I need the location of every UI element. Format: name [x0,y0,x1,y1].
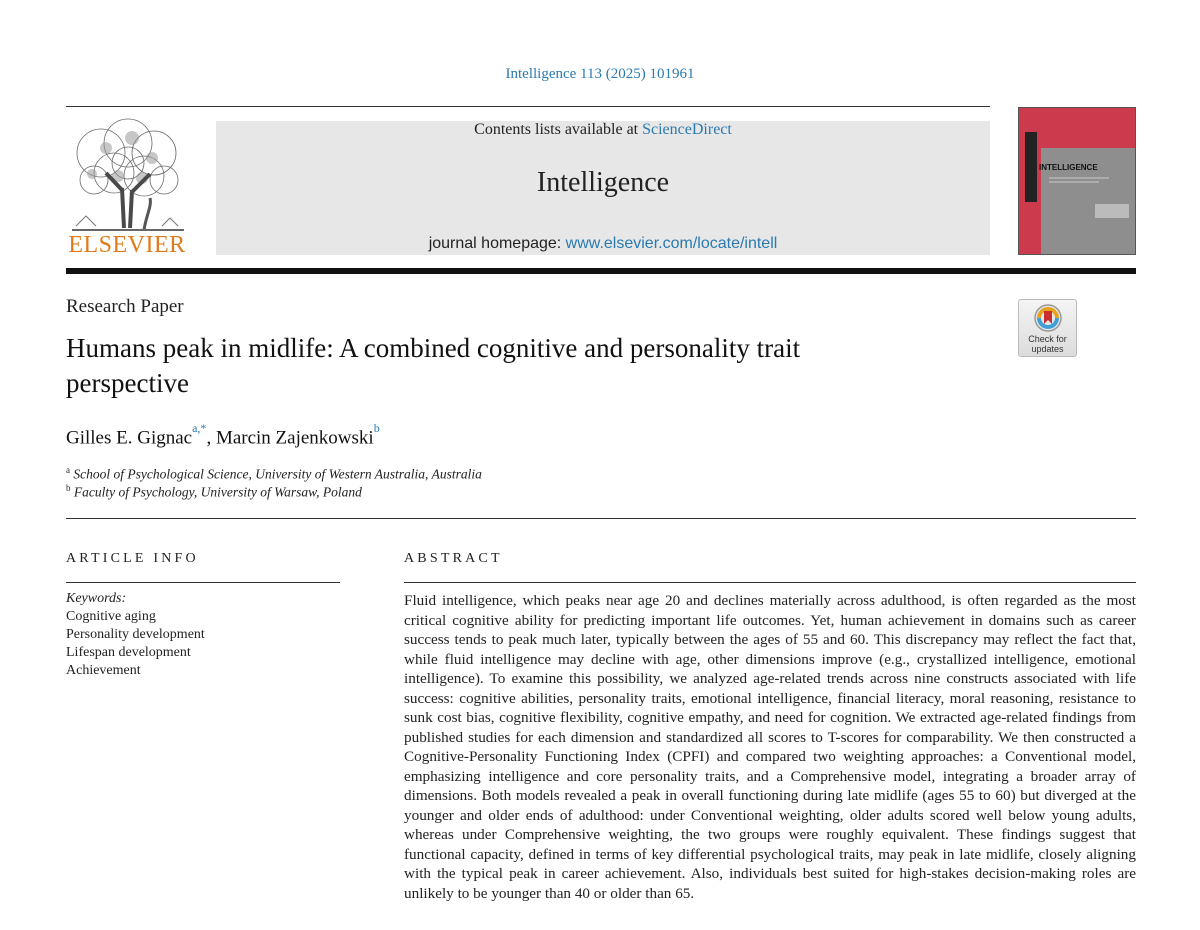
affiliation-mark: b [66,483,71,493]
keyword-item[interactable]: Cognitive aging [66,609,156,624]
section-divider [66,518,1136,519]
homepage-line [216,235,990,253]
cover-title: INTELLIGENCE [1039,163,1098,172]
header-thick-divider [66,268,1136,274]
journal-masthead [216,121,990,255]
contents-line [216,121,990,139]
journal-citation[interactable]: Intelligence 113 (2025) 101961 [505,66,695,82]
article-type: Research Paper [66,296,184,317]
abstract-heading: ABSTRACT [404,551,503,566]
affiliation [66,465,482,483]
affiliation-mark: a [66,465,70,475]
author-list: Gilles E. Gignac$^{a,*}$, Marcin Zajenkowski$^b$ [66,421,380,449]
article-info-divider [66,582,340,583]
journal-title: Intelligence [536,167,670,198]
check-updates-icon [1033,303,1063,333]
keyword-item[interactable]: Personality development [66,627,205,642]
check-updates-label: Check for updates [1028,334,1067,354]
journal-cover-thumbnail[interactable] [1018,107,1136,255]
abstract-divider [404,582,1136,583]
keyword-item[interactable]: Achievement [66,663,141,678]
author-marks[interactable]: b [373,421,380,435]
keywords-block [66,590,205,680]
abstract-text: Fluid intelligence, which peaks near age 20 and declines materially across adulthood, is often regarded as the most critical cognitive ability for predicting important life outcomes. Yet, human achievement in domains such as career success tends to peak much later, typically between the ages of 55 and 60. This discrepancy may reflect the fact that, while fluid intelligence may decline with age, other dimensions improve (e.g., crystallized intelligence, emotional intelligence). To examine this possibility, we analyzed age-related trends across nine constructs associated with life success: cognitive abilities, personality traits, emotional intelligence, financial literacy, moral reasoning, resistance to sunk cost bias, cognitive flexibility, cognitive empathy, and need for cognition. We extracted age-related findings from published studies for each dimension and standardized all scores to T-scores for comparability. We then constructed a Cognitive-Personality Functioning Index (CPFI) and compared two weighting approaches: a Conventional model, emphasizing intelligence and core personality traits, and a Comprehensive model, integrating a broader array of dimensions. Both models revealed a peak in overall functioning during late midlife (ages 55 to 60) but diverged at the younger and older ends of adulthood: under Conventional weighting, older adults scored well below young adults, whereas under Comprehensive weighting, the two groups were roughly equivalent. These findings suggest that functional capacity, defined in terms of key differential psychological traits, may peak in late midlife, closely aligning with the typical peak in career achievement. Also, individuals best suited for high-stakes decision-making roles are unlikely to be younger than 40 or older than 65. [404,592,1136,902]
affiliation-text: Faculty of Psychology, University of Warsaw, Poland [73,484,362,500]
keyword-item[interactable]: Lifespan development [66,645,191,660]
journal-homepage-link[interactable]: www.elsevier.com/locate/intell [565,235,778,252]
elsevier-wordmark: ELSEVIER [68,232,186,258]
keywords-label: Keywords: [66,591,127,606]
affiliation [66,483,362,501]
author-name[interactable]: Marcin Zajenkowski [215,427,374,449]
cover-art [1019,108,1136,255]
author-name[interactable]: Gilles E. Gignac [66,427,193,449]
check-for-updates-button[interactable] [1018,299,1077,357]
homepage-prefix: journal homepage: [428,235,566,252]
contents-prefix: Contents lists available at [474,121,643,138]
sciencedirect-link[interactable]: ScienceDirect [642,121,732,138]
author-marks[interactable]: a,* [192,421,207,435]
header-divider [66,106,990,107]
article-title: Humans peak in midlife: A combined cognitive and personality trait perspective [66,333,801,398]
article-info-heading: ARTICLE INFO [66,551,199,566]
affiliation-text: School of Psychological Science, University of Western Australia, Australia [73,466,482,482]
